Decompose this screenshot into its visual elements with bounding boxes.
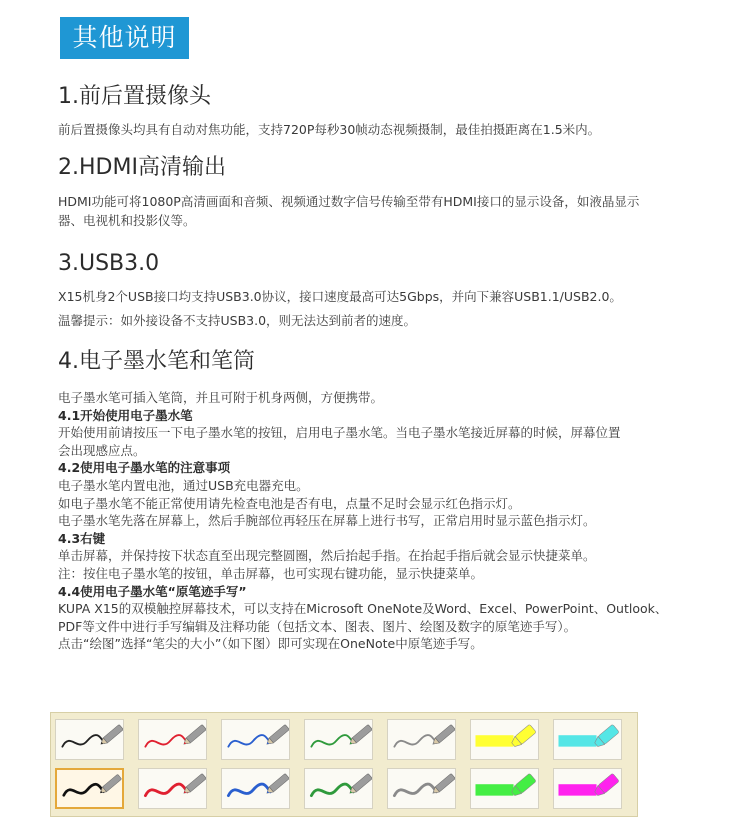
subheading: 4.4使用电子墨水笔“原笔迹手写”: [58, 583, 247, 599]
pen-option[interactable]: [138, 768, 207, 809]
hdmi-text-line2: 器、电视机和投影仪等。: [58, 213, 196, 228]
pen-icon: [222, 720, 289, 759]
subheading: 4.3右键: [58, 530, 106, 546]
body-line: 注：按住电子墨水笔的按钮，单击屏幕，也可实现右键功能，显示快捷菜单。: [58, 565, 484, 581]
body-line: 电子墨水笔内置电池，通过USB充电器充电。: [58, 477, 309, 493]
body-line: 电子墨水笔可插入笔筒，并且可附于机身两侧，方便携带。: [58, 390, 384, 405]
pen-icon: [388, 720, 455, 759]
pen-icon: [305, 769, 372, 808]
highlighter-option[interactable]: [470, 719, 539, 760]
pen-icon: [139, 720, 206, 759]
highlighter-option[interactable]: [470, 768, 539, 809]
highlighter-icon: [471, 720, 538, 759]
pen-option[interactable]: [55, 719, 124, 760]
pen-option[interactable]: [221, 719, 290, 760]
pen-option[interactable]: [221, 768, 290, 809]
highlighter-icon: [554, 720, 621, 759]
pen-option[interactable]: [55, 768, 124, 809]
pen-icon: [305, 720, 372, 759]
heading-usb: 3.USB3.0: [58, 251, 160, 276]
body-line: 会出现感应点。: [58, 442, 146, 458]
pen-icon: [388, 769, 455, 808]
hdmi-text-line1: HDMI功能可将1080P高清画面和音频、视频通过数字信号传输至带有HDMI接口的显示设备，如液晶显示: [58, 194, 640, 209]
body-line: 开始使用前请按压一下电子墨水笔的按钮，启用电子墨水笔。当电子墨水笔接近屏幕的时候，屏幕位置: [58, 425, 621, 441]
highlighter-option[interactable]: [553, 768, 622, 809]
heading-pen: 4.电子墨水笔和笔筒: [58, 349, 255, 374]
body-line: 如电子墨水笔不能正常使用请先检查电池是否有电，点量不足时会显示红色指示灯。: [58, 495, 521, 511]
subheading: 4.2使用电子墨水笔的注意事项: [58, 460, 231, 476]
pen-icon: [56, 720, 123, 759]
body-line: 点击“绘图”选择“笔尖的大小”（如下图）即可实现在OneNote中原笔迹手写。: [58, 636, 483, 652]
pen-palette: [50, 712, 638, 817]
body-line: 电子墨水笔先落在屏幕上，然后手腕部位再轻压在屏幕上进行书写，正常启用时显示蓝色指示灯。: [58, 513, 596, 529]
pen-section-body: [58, 389, 748, 653]
usb-text-line1: X15机身2个USB接口均支持USB3.0协议，接口速度最高可达5Gbps，并向下兼容USB1.1/USB2.0。: [58, 289, 622, 304]
body-line: 单击屏幕，并保持按下状态直至出现完整圆圈，然后抬起手指。在抬起手指后就会显示快捷菜单。: [58, 548, 596, 564]
pen-option[interactable]: [387, 768, 456, 809]
subheading: 4.1开始使用电子墨水笔: [58, 407, 193, 423]
pen-option[interactable]: [387, 719, 456, 760]
pen-icon: [222, 769, 289, 808]
body-line: KUPA X15的双模触控屏幕技术，可以支持在Microsoft OneNote及Word、Excel、PowerPoint、Outlook、: [58, 601, 668, 617]
body-line: PDF等文件中进行手写编辑及注释功能（包括文本、图表、图片、绘图及数字的原笔迹手写）。: [58, 618, 577, 634]
pen-icon: [57, 770, 122, 807]
highlighter-option[interactable]: [553, 719, 622, 760]
camera-text: 前后置摄像头均具有自动对焦功能，支持720P每秒30帧动态视频摄制，最佳拍摄距离在1.5米内。: [58, 122, 601, 137]
usb-tip: 温馨提示：如外接设备不支持USB3.0，则无法达到前者的速度。: [58, 313, 417, 328]
pen-option[interactable]: [304, 768, 373, 809]
section-banner: 其他说明: [60, 17, 189, 59]
heading-camera: 1.前后置摄像头: [58, 84, 211, 109]
pen-icon: [139, 769, 206, 808]
heading-hdmi: 2.HDMI高清输出: [58, 155, 226, 180]
highlighter-icon: [554, 769, 621, 808]
highlighter-icon: [471, 769, 538, 808]
pen-option[interactable]: [138, 719, 207, 760]
pen-option[interactable]: [304, 719, 373, 760]
